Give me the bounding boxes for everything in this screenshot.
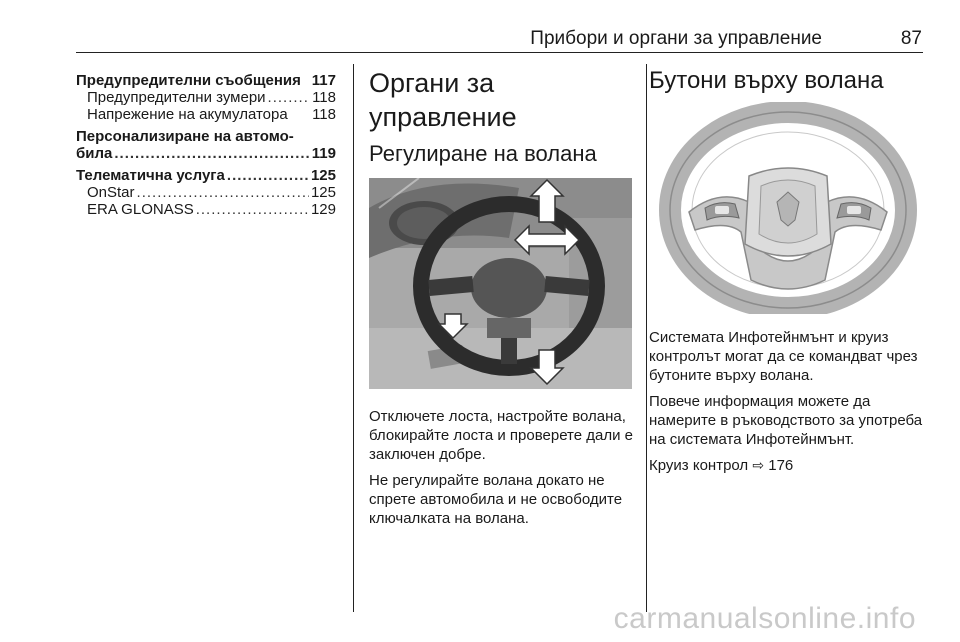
steering-wheel-illustration xyxy=(649,102,927,314)
steering-adjustment-illustration xyxy=(369,178,632,389)
page-number: 87 xyxy=(900,28,922,49)
toc-entry-telematics[interactable]: Телематична услуга ..... 125 xyxy=(76,167,336,184)
toc-entry-personalization-line2[interactable]: била ..... 119 xyxy=(76,145,336,162)
toc-entry-personalization-line1[interactable]: Персонализиране на автомо- xyxy=(76,128,294,145)
reference-page: 176 xyxy=(768,457,794,474)
toc-entry-battery-voltage[interactable]: Напрежение на акумулатора 118 xyxy=(87,106,336,123)
section-subtitle: Регулиране на волана xyxy=(369,141,597,166)
toc-entry-warning-messages[interactable]: Предупредителни съобщения 117 xyxy=(76,72,336,89)
wheel-buttons-section xyxy=(649,66,929,483)
wheel-buttons-more-info: Повече информация можете да намерите в ръководството за употреба на системата Инфотейнмънт. xyxy=(649,393,923,448)
section-title: Органи за управление xyxy=(369,68,517,132)
wheel-buttons-description: Системата Инфотейнмънт и круиз контролът могат да се командват чрез бутоните върху волана. xyxy=(649,329,918,384)
table-of-contents xyxy=(76,72,336,218)
adjustment-instruction: Отключете лоста, настройте волана, блокирайте лоста и проверете дали е заключен добре. xyxy=(369,408,634,463)
cruise-control-reference[interactable] xyxy=(649,456,929,476)
header-title: Прибори и органи за управление xyxy=(530,28,822,49)
toc-entry-onstar[interactable]: OnStar ..... 125 xyxy=(76,184,336,201)
wheel-buttons-title: Бутони върху волана xyxy=(649,67,884,94)
header-divider xyxy=(76,52,923,53)
adjustment-warning: Не регулирайте волана докато не спрете автомобила и не освободите ключалката на волана. xyxy=(369,472,623,527)
toc-entry-era-glonass[interactable]: ERA GLONASS ..... 129 xyxy=(76,201,336,218)
watermark: carmanualsonline.info xyxy=(613,602,916,635)
reference-arrow-icon: ⇨ xyxy=(752,458,765,474)
column-divider-right xyxy=(646,64,647,612)
toc-entry-warning-chimes[interactable]: Предупредителни зумери ..... 118 xyxy=(76,89,336,106)
column-divider-left xyxy=(353,64,354,612)
steering-adjustment-section xyxy=(369,66,635,535)
reference-label: Круиз контрол xyxy=(649,457,749,474)
